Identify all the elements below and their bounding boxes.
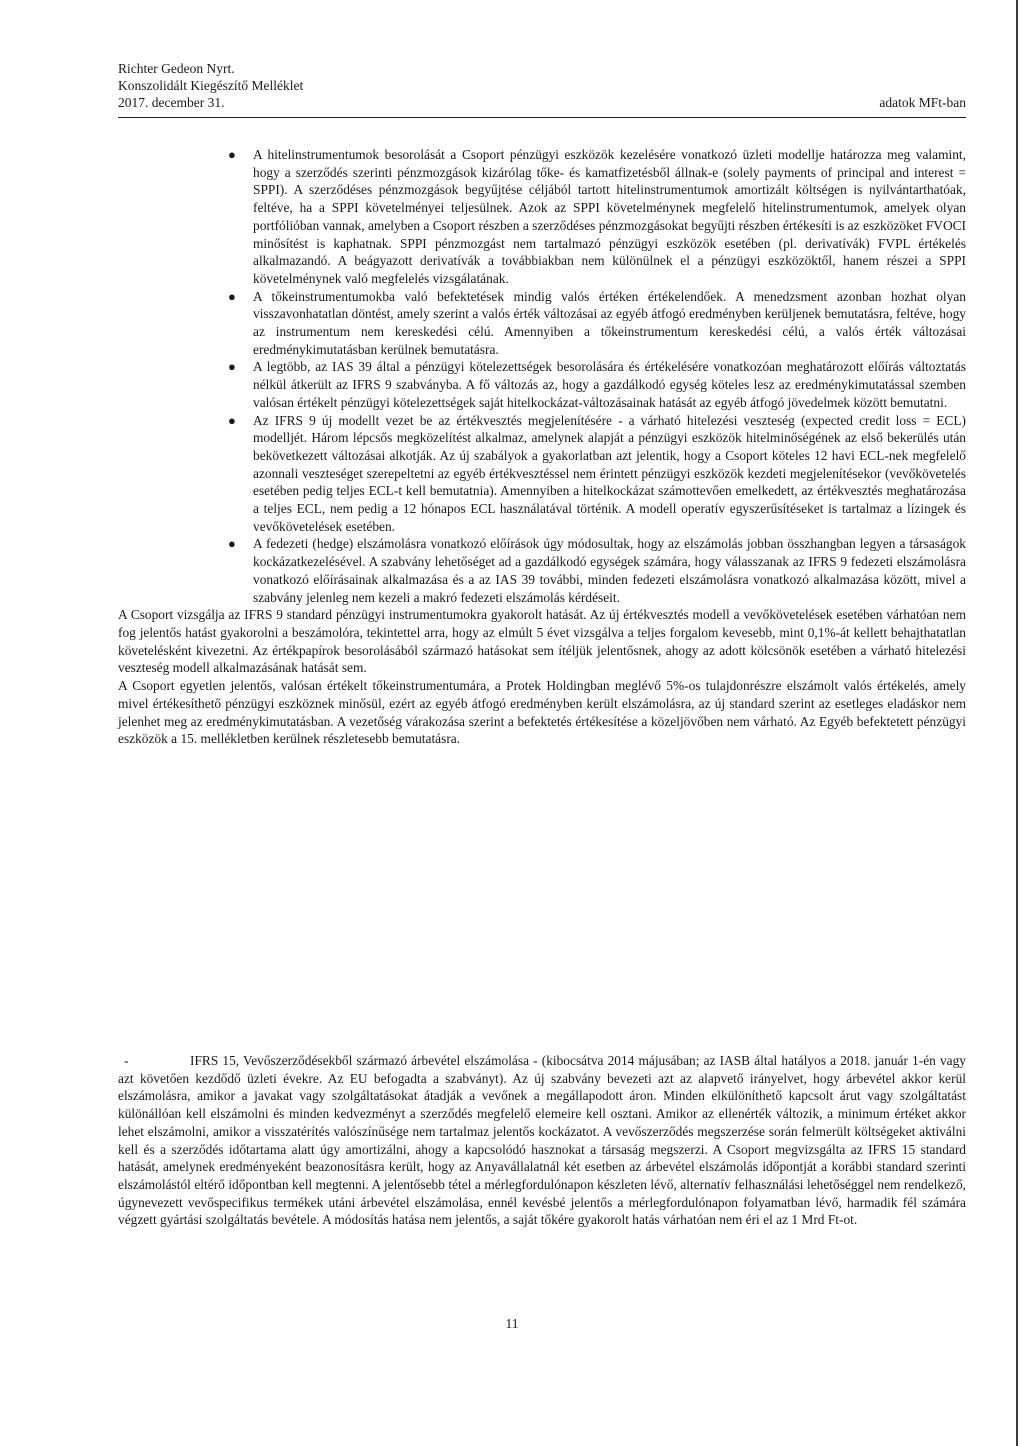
paragraph-equity-instrument: A Csoport egyetlen jelentős, valósan értékelt tőkeinstrumentumára, a Protek Holdingban meglévő 5%-os tulajdonrészre elszámolt valós értékelés, amely mivel értékesíthető pénzügyi eszköznek minősül, ezért az egyéb átfogó eredményben került elszámolásra, az új standard szerint az esetleges eladáskor nem jelenhet meg az eredménykimutatásban. A vezetőség várakozása szerint a befektetés értékesítése a közeljövőben nem várható. Az Egyéb befektetett pénzügyi eszközök a 15. mellékletben kerülnek részletesebb bemutatásra.: [118, 678, 966, 747]
header-divider: [118, 117, 966, 118]
bullet-icon: ●: [228, 288, 236, 304]
page-header: [118, 60, 966, 111]
main-content: [118, 146, 966, 748]
bullet-icon: ●: [228, 412, 236, 428]
list-item: [118, 288, 966, 359]
report-date: 2017. december 31.: [118, 95, 225, 110]
list-item-text: Az IFRS 9 új modellt vezet be az értékvesztés megjelenítésére - a várható hitelezési veszteség (expected credit loss = ECL) modelljét. Három lépcsős megközelítést alkalmaz, amelynek alapját a pénzügyi eszközök hitelminőségének az első bekerülés után bekövetkezett változásai alkotják. Az új szabályok a gyakorlatban azt jelentik, hogy a Csoport köteles 12 havi ECL-nek megfelelő azonnali veszteséget szerepeltetni az egyéb értékvesztéssel nem érintett pénzügyi eszközök kezdeti megjelenítésekor (vevőkövetelés esetében pedig teljes ECL-t kell bemutatnia). Amennyiben a hitelkockázat számottevően emelkedett, az értékvesztés meghatározása a teljes ECL, nem pedig a 12 hónapos ECL használatával történik. A modell operatív egyszerűsítéseket is tartalmaz a lízingek és vevőkövetelések esetében.: [253, 412, 966, 534]
document-title: Konszolidált Kiegészítő Melléklet: [118, 78, 304, 93]
ifrs15-section: [118, 1052, 966, 1229]
list-item: [118, 146, 966, 288]
paragraph-ifrs9-impact: A Csoport vizsgálja az IFRS 9 standard pénzügyi instrumentumokra gyakorolt hatását. Az új értékvesztés modell a vevőkövetelések esetében várhatóan nem fog jelentős hatást gyakorolni a beszámolóra, tekintettel arra, hogy az elmúlt 5 évet vizsgálva a teljes forgalom kevesebb, mint 0,1%-át kellett behajthatatlan követelésként kivezetni. Az értékpapírok besorolásából származó hatásokat sem ítéljük jelentősnek, ahogy az adott kölcsönök esetében a várható hitelezési veszteség modell alkalmazásának hatását sem.: [118, 607, 966, 676]
units-label: adatok MFt-ban: [879, 95, 966, 110]
list-item: [118, 412, 966, 536]
list-item-text: A legtöbb, az IAS 39 által a pénzügyi kötelezettségek besorolására és értékelésére vonatkozóan meghatározott előírás változtatás nélkül átkerült az IFRS 9 szabványba. A fő változás az, hogy a gazdálkodó egység köteles lesz az eredménykimutatással szemben valósan értékelt pénzügyi kötelezettségek saját hitelkockázat-változásainak hatását az egyéb átfogó jövedelmek között bemutatni.: [253, 359, 966, 410]
list-item-text: A tőkeinstrumentumokba való befektetések mindig valós értéken értékelendőek. A menedzsment azonban hozhat olyan visszavonhatatlan döntést, amely szerint a valós érték változásai az egyéb átfogó eredményben kerüljenek bemutatásra, feltéve, hogy az instrumentum nem kereskedési célú. Amennyiben a tőkeinstrumentum kereskedési célú, a valós érték változásai eredménykimutatásban kerülnek bemutatásra.: [253, 288, 966, 357]
bullet-list: [118, 146, 966, 606]
list-item: [118, 358, 966, 411]
bullet-icon: ●: [228, 147, 236, 162]
ifrs15-text: IFRS 15, Vevőszerződésekből származó árbevétel elszámolása - (kibocsátva 2014 májusában; az IASB által hatályos a 2018. január 1-én vagy azt követően kezdődő üzleti évekre. Az EU befogadta a szabványt). Az új szabvány bevezeti azt az alapvető irányelvet, hogy árbevétel akkor kerül elszámolásra, amikor a javakat vagy szolgáltatásokat átadják a vevőnek a megállapodott áron. Minden elkülöníthető kapcsolt árut vagy szolgáltatást különállóan kell elszámolni és minden kedvezményt a szerződés megfelelő elemeire kell osztani. Amikor az ellenérték változik, a minimum értéket akkor lehet elszámolni, amikor a visszatérítés valószínűsége nem tartalmaz jelentős kockázatot. A vevőszerződés megszerzése során felmerült költségeket aktiválni kell és a szerződés időtartama alatt úgy amortizálni, ahogy a kapcsolódó hasznokat a társaság megszerzi. A Csoport megvizsgálta az IFRS 15 standard hatását, amelynek eredményeként beazonosításra került, hogy az Anyavállalatnál két esetben az árbevétel elszámolás időpontját a korábbi standard szerinti elszámolástól eltérő időpontban kell megtenni. A jelentősebb tétel a mérlegfordulónapon készleten lévő, alternatív felhasználási lehetőséggel nem rendelkező, úgynevezett vevőspecifikus termékek utáni árbevétel elszámolása, ennél kevésbé jelentős a mérlegfordulónapon folyamatban lévő, harmadik fél számára végzett gyártási szolgáltatás bevétele. A módosítás hatása nem jelentős, a saját tőkére gyakorolt hatás várhatóan nem éri el az 1 Mrd Ft-ot.: [118, 1053, 966, 1228]
page-edge-line: [1016, 0, 1018, 1446]
company-name: Richter Gedeon Nyrt.: [118, 61, 235, 76]
list-item: [118, 535, 966, 606]
dash-marker: -: [124, 1053, 129, 1068]
list-item-text: A hitelinstrumentumok besorolását a Csoport pénzügyi eszközök kezelésére vonatkozó üzleti modellje határozza meg valamint, hogy a szerződés szerinti pénzmozgások kizárólag tőke- és kamatfizetésből állnak-e (solely payments of principal and interest = SPPI). A szerződéses pénzmozgások begyűjtése céljából tartott hitelinstrumentumok amortizált költségen is nyilvántarthatóak, feltéve, ha a SPPI követelményei teljesülnek. Azok az SPPI követelménynek megfelelő hitelinstrumentumok, amelyek olyan portfólióban vannak, amelyben a Csoport részben a szerződéses pénzmozgásokat begyűjti részben értékesíti is az eszközöket FVOCI minősítést is kaphatnak. SPPI pénzmozgást nem tartalmazó pénzügyi eszközök esetében (pl. derivatívák) FVPL értékelés alkalmazandó. A beágyazott derivatívák a továbbiakban nem különülnek el a pénzügyi eszközöktől, hanem részei a SPPI követelménynek való megfelelés vizsgálatának.: [253, 147, 966, 286]
list-item-text: A fedezeti (hedge) elszámolásra vonatkozó előírások úgy módosultak, hogy az elszámolás jobban összhangban legyen a társaságok kockázatkezelésével. A szabvány lehetőséget ad a gazdálkodó egységek számára, hogy válasszanak az IFRS 9 fedezeti elszámolásra vonatkozó előírásainak alkalmazása és a az IAS 39 további, minden fedezeti elszámolásra vonatkozó alkalmazása között, mivel a szabvány jelenleg nem kezeli a makró fedezeti elszámolás kérdéseit.: [253, 536, 966, 605]
page-number: 11: [505, 1316, 519, 1331]
bullet-icon: ●: [228, 536, 236, 552]
bullet-icon: ●: [228, 359, 236, 375]
